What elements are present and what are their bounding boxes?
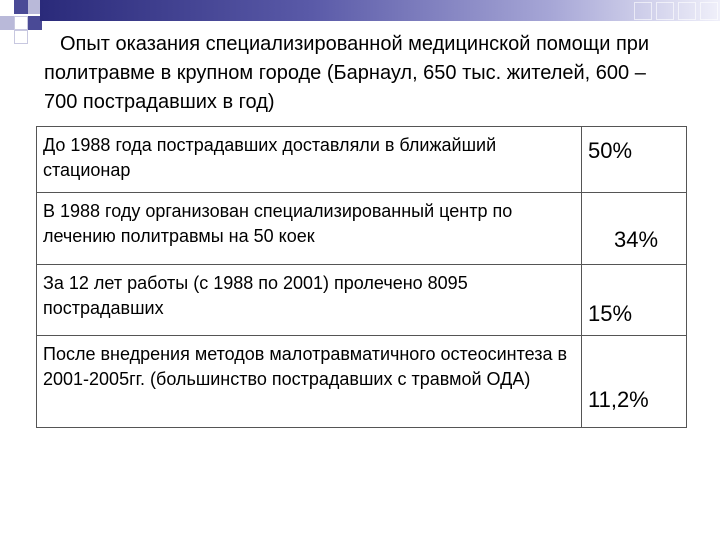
row-value-cell [582,265,687,336]
statistics-table [36,126,687,428]
row-value: 50% [588,138,633,163]
row-description: До 1988 года пострадавших доставляли в ближайший стационар [37,127,582,193]
row-value-cell [582,193,687,265]
row-description: В 1988 году организован специализированный центр по лечению политравмы на 50 коек [37,193,582,265]
decorative-square [14,30,28,44]
decorative-square [14,16,28,30]
slide-title-text: Опыт оказания специализированной медицинской помощи при политравме в крупном городе (Барнаул, 650 тыс. жителей, 600 – 700 пострадавших в год) [44,33,650,113]
row-description: После внедрения методов малотравматичного остеосинтеза в 2001-2005гг. (большинство пострадавших с травмой ОДА) [37,336,582,428]
decorative-square [14,0,28,14]
decorative-square [0,16,14,30]
table-row [37,336,687,428]
row-value: 11,2% [588,387,649,412]
row-description: За 12 лет работы (с 1988 по 2001) пролечено 8095 пострадавших [37,265,582,336]
slide-header-bar [40,0,720,21]
row-value-cell [582,336,687,428]
row-value: 15% [588,301,633,326]
table-row [37,265,687,336]
table-row [37,193,687,265]
table-row [37,127,687,193]
slide-title [44,30,664,117]
row-value-cell [582,127,687,193]
row-value: 34% [614,227,659,252]
header-bar-squares [632,0,720,21]
